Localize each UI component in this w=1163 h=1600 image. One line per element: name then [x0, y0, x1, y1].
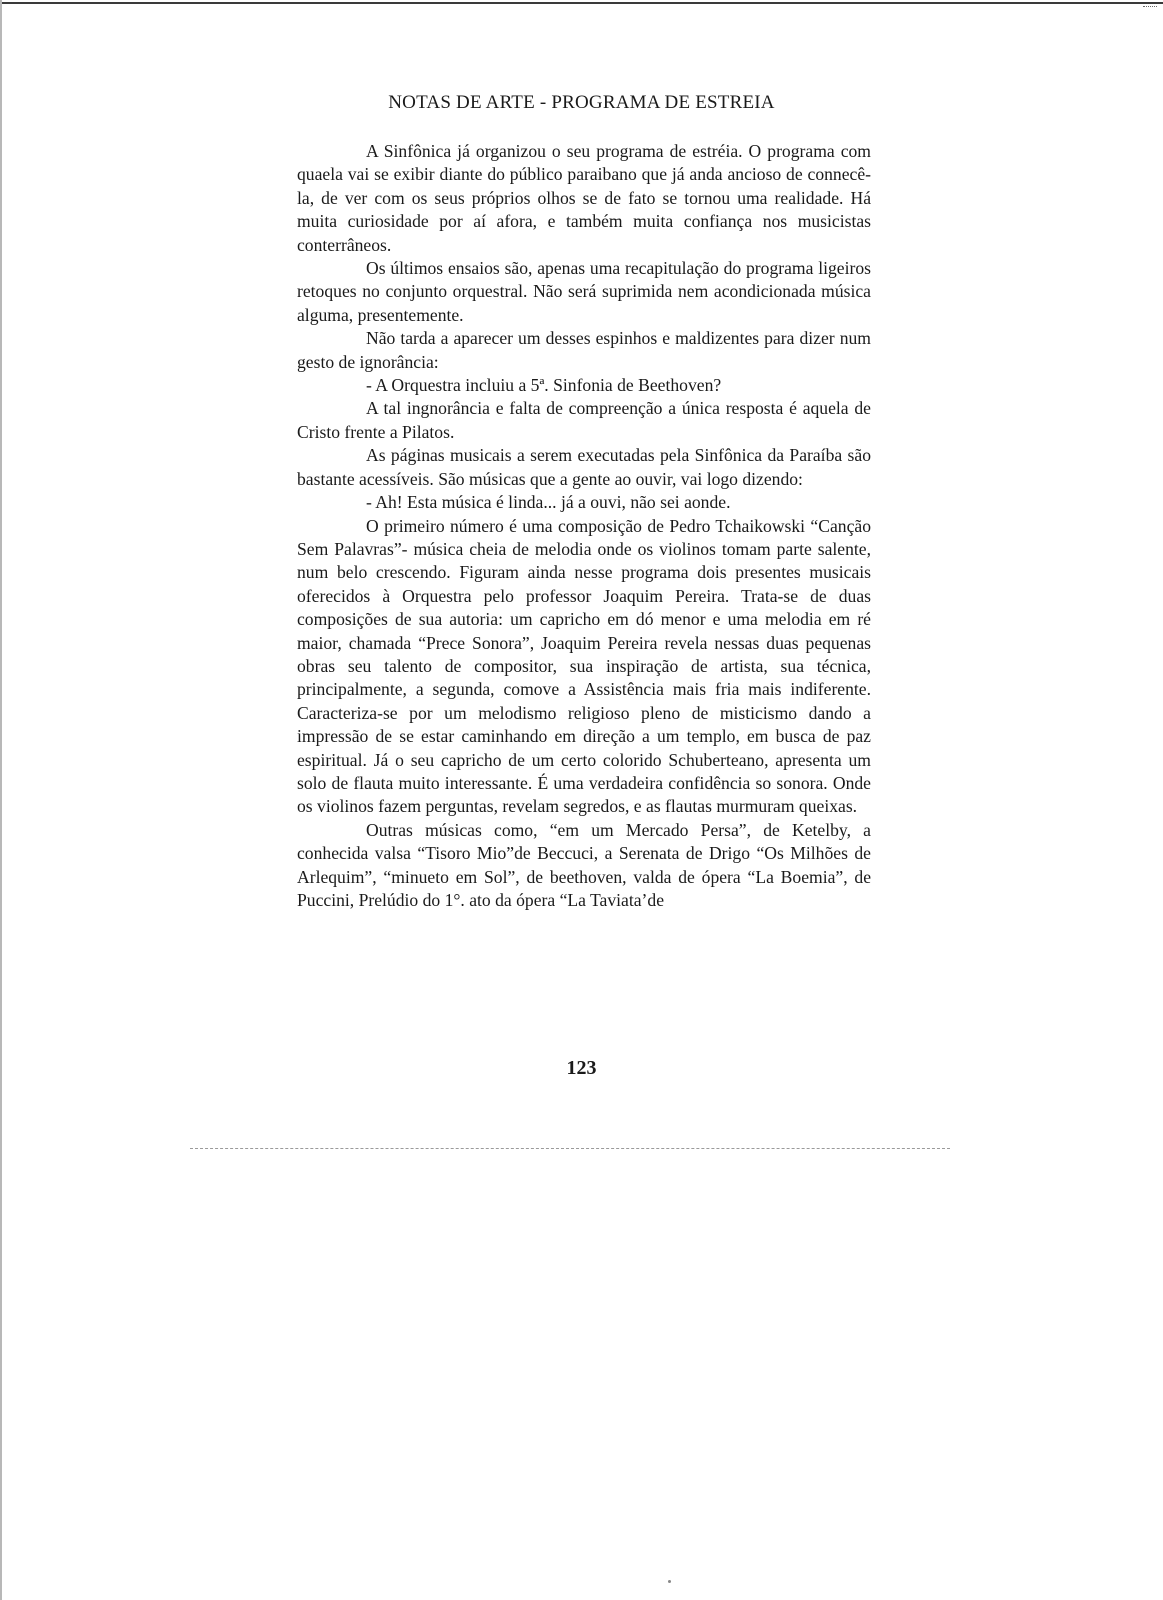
article-body — [297, 140, 871, 912]
paragraph: Não tarda a aparecer um desses espinhos e maldizentes para dizer num gesto de ignorância: — [297, 328, 871, 372]
paragraph: As páginas musicais a serem executadas pela Sinfônica da Paraíba são bastante acessíveis. São músicas que a gente ao ouvir, vai logo dizendo: — [297, 445, 871, 489]
scan-speck — [668, 1580, 671, 1583]
scan-top-border — [0, 2, 1163, 4]
page-title: NOTAS DE ARTE - PROGRAMA DE ESTREIA — [388, 92, 775, 113]
dialog-line: - A Orquestra incluiu a 5ª. Sinfonia de Beethoven? — [366, 375, 722, 396]
dialog-line: - Ah! Esta música é linda... já a ouvi, não sei aonde. — [366, 492, 731, 513]
paragraph: Outras músicas como, “em um Mercado Persa”, de Ketelby, a conhecida valsa “Tisoro Mio”de Beccuci, a Serenata de Drigo “Os Milhões de Arlequim”, “minueto em Sol”, de beethoven, valda de ópera “La Boemia”, de Puccini, Prelúdio do 1°. ato da ópera “La Taviata’de — [297, 819, 871, 910]
paragraph: A Sinfônica já organizou o seu programa de estréia. O programa com quaela vai se exibir diante do público paraibano que já anda ancioso de connecê-la, de ver com os seus próprios olhos se de fato se tornou uma realidade. Há muita curiosidade por aí afora, e também muita confiança nos musicistas conterrâneos. — [297, 141, 871, 255]
page-number: 123 — [566, 1057, 597, 1079]
paragraph: O primeiro número é uma composição de Pedro Tchaikowski “Canção Sem Palavras”- música cheia de melodia onde os violinos tomam parte salente, num belo crescendo. Figuram ainda nesse programa dois presentes musicais oferecidos à Orquestra pelo professor Joaquim Pereira. Trata-se de duas composições de sua autoria: um capricho em dó menor e uma melodia em ré maior, chamada “Prece Sonora”, Joaquim Pereira revela nessas duas pequenas obras seu talento de compositor, sua inspiração de artista, sua técnica, principalmente, a segunda, comove a Assistência mais fria mais indiferente. Caracteriza-se por um melodismo religioso pleno de misticismo dando a impressão de se estar caminhando em direção a um templo, em busca de paz espiritual. Já o seu capricho de um certo colorido Schuberteano, apresenta um solo de flauta muito interessante. É uma verdadeira confidência so sonora. Onde os violinos fazem perguntas, revelam segredos, e as flautas murmuram queixas. — [297, 515, 871, 817]
scan-corner-mark — [1143, 0, 1157, 7]
paragraph: A tal ingnorância e falta de compreenção a única resposta é aquela de Cristo frente a Pilatos. — [297, 398, 871, 442]
scan-bottom-line — [190, 1148, 950, 1149]
scan-left-edge — [0, 0, 2, 1600]
paragraph: Os últimos ensaios são, apenas uma recapitulação do programa ligeiros retoques no conjunto orquestral. Não será suprimida nem acondicionada música alguma, presentemente. — [297, 258, 871, 325]
